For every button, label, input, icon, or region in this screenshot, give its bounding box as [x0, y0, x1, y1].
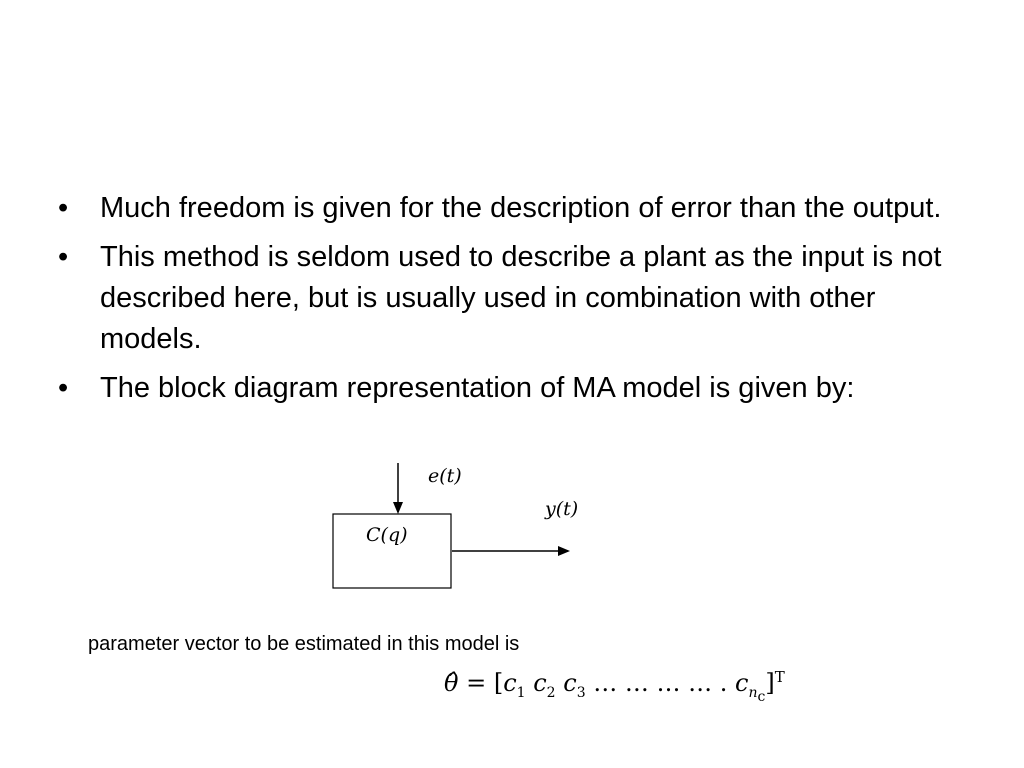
bullet-marker: •: [58, 372, 69, 404]
formula-subscript: 3: [576, 684, 586, 701]
formula-term: c: [563, 669, 577, 697]
block-label: C(q): [366, 524, 408, 546]
output-label: y(t): [545, 498, 579, 520]
formula-transpose: T: [774, 668, 785, 686]
formula-open-bracket: [: [493, 669, 504, 697]
formula-dots: … … … … .: [593, 669, 728, 697]
formula-subscript: 2: [546, 684, 556, 701]
parameter-text: parameter vector to be estimated in this model is: [88, 633, 520, 655]
bullet-list: [58, 188, 958, 417]
formula-last-term: c: [735, 669, 749, 697]
formula-term: c: [533, 669, 547, 697]
bullet-text: This method is seldom used to describe a plant as the input is not described here, but is usually used in combination with other models.: [100, 241, 942, 355]
bullet-item: [58, 237, 958, 360]
bullet-marker: •: [58, 241, 69, 273]
bullet-item: [58, 368, 958, 409]
formula-lhs: θ̂ =: [444, 669, 487, 697]
bullet-item: [58, 188, 958, 229]
formula-last-subscript: nc: [748, 684, 766, 705]
input-label: e(t): [428, 465, 462, 487]
transfer-block: [333, 514, 451, 588]
bullet-text: Much freedom is given for the description of error than the output.: [100, 192, 942, 224]
parameter-formula: [444, 668, 785, 705]
formula-close-bracket: ]: [765, 669, 775, 697]
formula-term: c: [503, 669, 517, 697]
bullet-text: The block diagram representation of MA model is given by:: [100, 372, 855, 404]
formula-subscript: 1: [516, 684, 526, 701]
bullet-marker: •: [58, 192, 69, 224]
